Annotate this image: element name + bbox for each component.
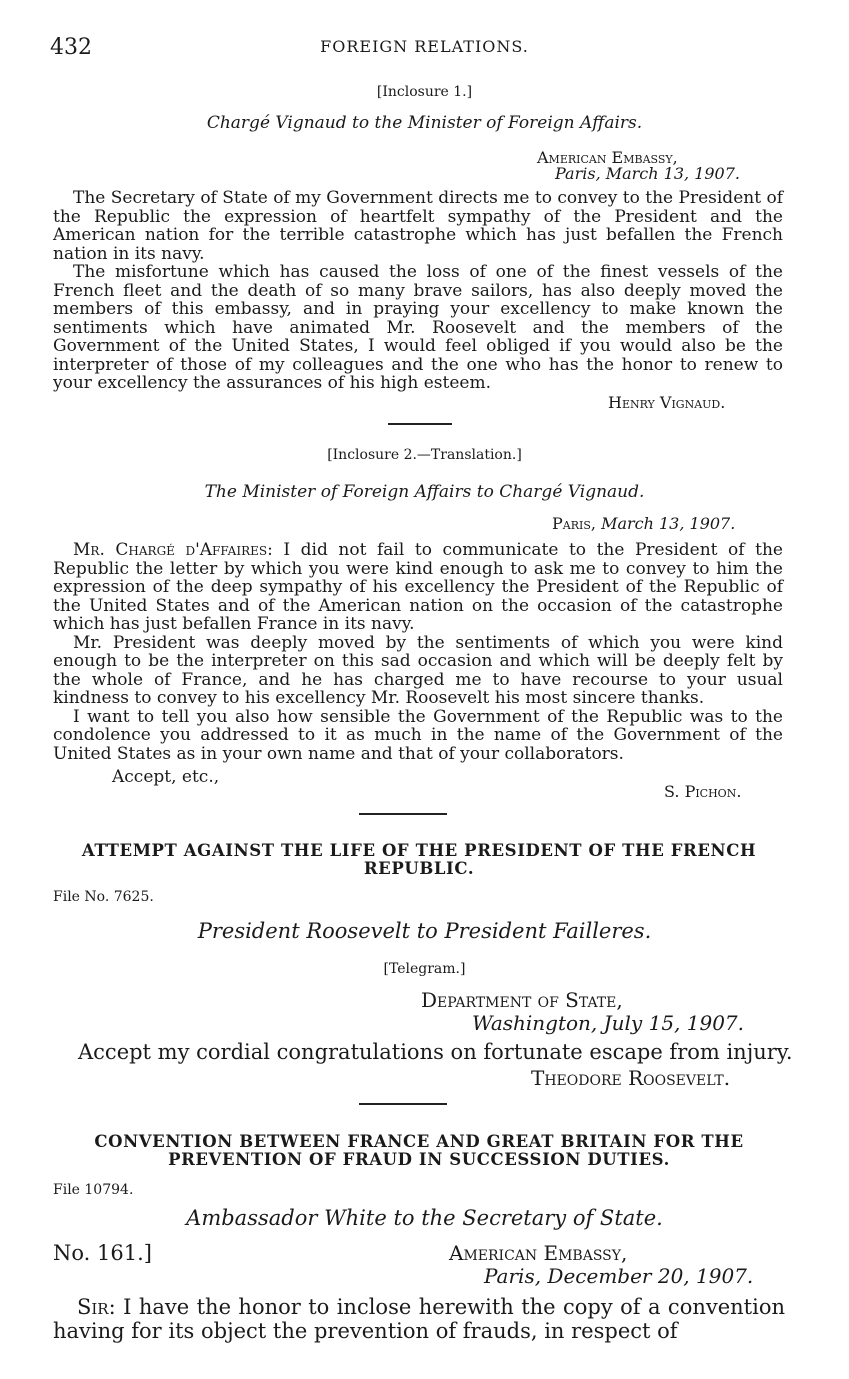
paragraph-text: I did not fail to communicate to the President of the Republic the letter by which you were kind enough to ask me to convey to him the expression of the deep sympathy of his excellency the President of the Republic of the United States and of the American nation on the occasion of the catastrophe which has just befallen France in its navy. — [53, 540, 783, 634]
paragraph: The Secretary of State of my Government directs me to convey to the President of the Republic the expression of heartfelt sympathy of the President and the American nation for the terrible catastrophe which has just befallen the French nation in its navy. — [53, 188, 783, 264]
running-title: FOREIGN RELATIONS. — [320, 37, 529, 56]
divider — [388, 423, 452, 425]
dateline-date: March 13, 1907. — [601, 514, 736, 533]
divider — [359, 813, 447, 815]
inclosure-2-signature: S. Pichon. — [664, 782, 742, 801]
section-heading: ATTEMPT AGAINST THE LIFE OF THE PRESIDENT OF THE FRENCH REPUBLIC. — [81, 841, 757, 878]
telegram-signature: Theodore Roosevelt. — [531, 1066, 731, 1090]
paragraph-text: I have the honor to inclose herewith the copy of a convention having for its object the prevention of frauds, in respect of — [53, 1295, 786, 1343]
telegram-date: Washington, July 15, 1907. — [472, 1011, 745, 1035]
sender-place: Department of State, — [421, 988, 623, 1012]
inclosure-2-label: [Inclosure 2.—Translation.] — [327, 447, 522, 463]
paragraph: The misfortune which has caused the loss of one of the finest vessels of the French fleet and the death of so many brave sailors, has also deeply moved the members of this embassy, and in praying your excellency to make known the sentiments which have animated Mr. Roosevelt and the members of the Government of the United States, I would feel obliged if you would also be the interpreter of those of my colleagues and the one who has the honor to renew to your excellency the assurances of his high esteem. — [53, 262, 783, 393]
dateline-place: Paris, — [552, 514, 596, 533]
paragraph: Mr. President was deeply moved by the sentiments of which you were kind enough to be the interpreter on this sad occasion and which will be deeply felt by the whole of France, and he has charged me to have recourse to your usual kindness to convey to his excellency Mr. Roosevelt his most sincere thanks. — [53, 632, 783, 708]
file-number: File 10794. — [53, 1182, 134, 1198]
inclosure-2-body — [53, 541, 783, 763]
despatch-number: No. 161.] — [53, 1241, 152, 1265]
sender-place: American Embassy, — [449, 1241, 628, 1265]
salutation: Sir: — [77, 1295, 116, 1319]
inclosure-2-title: The Minister of Foreign Affairs to Chargé Vignaud. — [204, 482, 645, 502]
paragraph — [53, 541, 783, 634]
closing: Accept, etc., — [112, 767, 220, 787]
letter-title: President Roosevelt to President Failleres. — [197, 919, 652, 943]
letter-title: Ambassador White to the Secretary of State. — [186, 1206, 663, 1230]
divider — [359, 1103, 447, 1105]
telegram-label: [Telegram.] — [383, 961, 466, 977]
file-number: File No. 7625. — [53, 889, 154, 905]
inclosure-1-date: Paris, March 13, 1907. — [555, 164, 740, 183]
inclosure-2-dateline — [552, 514, 735, 533]
inclosure-1-label: [Inclosure 1.] — [376, 84, 473, 100]
section-heading: CONVENTION BETWEEN FRANCE AND GREAT BRITAIN FOR THE PREVENTION OF FRAUD IN SUCCESSION DUTIES. — [94, 1132, 744, 1169]
telegram-body: Accept my cordial congratulations on fortunate escape from injury. — [78, 1040, 793, 1064]
paragraph: I want to tell you also how sensible the Government of the Republic was to the condolence you addressed to it as much in the name of the Government of the United States as in your own name and that of your collaborators. — [53, 706, 783, 764]
despatch-body — [53, 1295, 785, 1343]
despatch-date: Paris, December 20, 1907. — [484, 1264, 754, 1288]
inclosure-1-title: Chargé Vignaud to the Minister of Foreign Affairs. — [206, 113, 643, 133]
salutation: Mr. Chargé d'Affaires: — [73, 540, 273, 560]
inclosure-1-signature: Henry Vignaud. — [608, 393, 726, 412]
page-number: 432 — [50, 35, 92, 60]
inclosure-1-place: American Embassy, — [537, 148, 678, 167]
inclosure-1-body — [53, 189, 783, 393]
